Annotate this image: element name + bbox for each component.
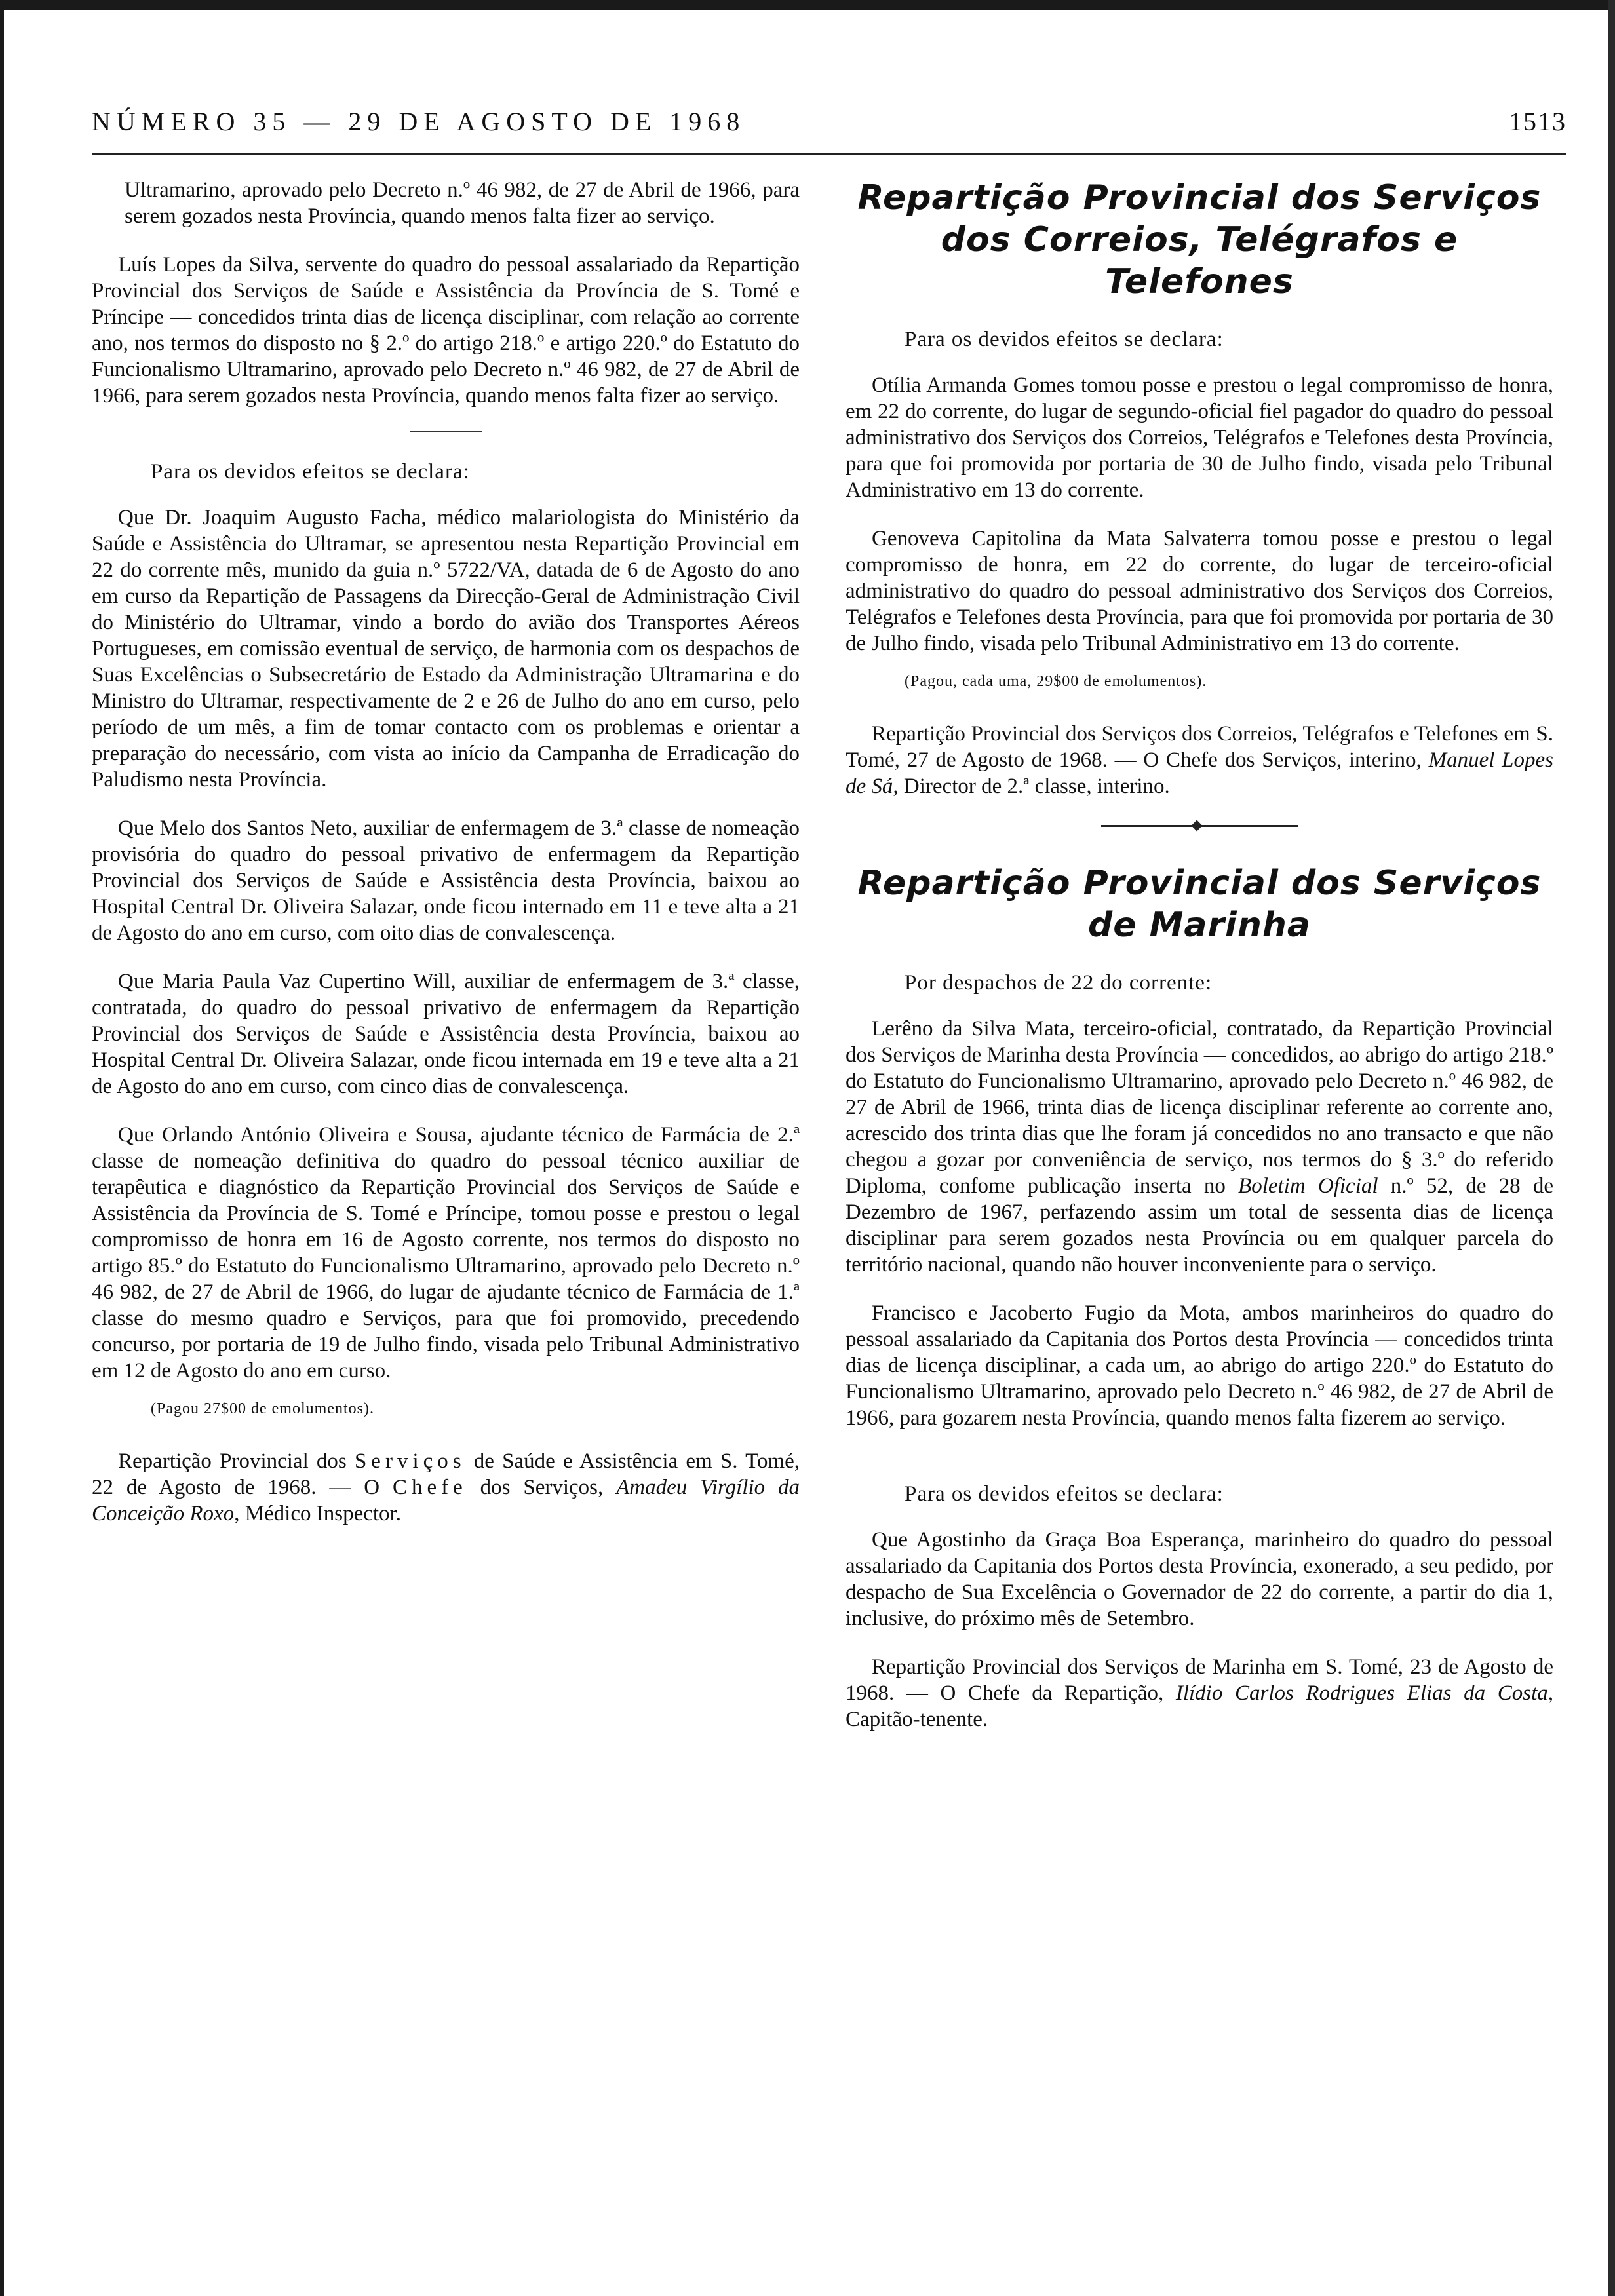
declaration-heading: Para os devidos efeitos se declara: [905, 1482, 1224, 1506]
signature-text: de Saúde e Assistência em S. Tomé, 22 de Agosto de 1968. — O [92, 1449, 800, 1499]
fee-note: (Pagou, cada uma, 29$00 de emolumentos). [905, 673, 1207, 690]
declaration-heading: Para os devidos efeitos se declara: [151, 460, 470, 484]
section-heading-marinha: Repartição Provincial dos Serviços de Marinha [857, 864, 1542, 945]
scan-left-edge [0, 0, 4, 2296]
paragraph: Genoveva Capitolina da Mata Salvaterra tomou posse e prestou o legal compromisso de honra, em 22 do corrente, do lugar de terceiro-oficial administrativo do quadro do pessoal administrativo dos Serviços dos Correios, Telégrafos e Telefones desta Província, para que foi promovida por portaria de 30 de Julho findo, visada pelo Tribunal Administrativo em 13 do corrente. [846, 527, 1553, 655]
signature-text: , Director de 2.ª classe, interino. [893, 775, 1170, 798]
header-divider [92, 153, 1566, 155]
signatory-name: Amadeu Virgílio da Conceição Roxo [92, 1476, 800, 1525]
ornament-diamond [1192, 820, 1203, 832]
signature-text: Repartição Provincial dos [118, 1449, 347, 1473]
signature-text: Repartição Provincial dos Serviços de Marinha em S. Tomé, 23 de Agosto de 1968. — O Chefe da Repartição, [846, 1655, 1553, 1705]
paragraph [846, 1016, 1553, 1278]
paragraph: Que Agostinho da Graça Boa Esperança, marinheiro do quadro do pessoal assalariado da Capitania dos Portos desta Província, exonerado, a seu pedido, por despacho de Sua Excelência o Governador de 22 do corrente, a partir do dia 1, inclusive, do próximo mês de Setembro. [846, 1528, 1553, 1630]
paragraph: Luís Lopes da Silva, servente do quadro do pessoal assalariado da Repartição Provincial dos Serviços de Saúde e Assistência da Província de S. Tomé e Príncipe — concedidos trinta dias de licença disciplinar, com relação ao corrente ano, nos termos do disposto no § 2.º do artigo 218.º e artigo 220.º do Estatuto do Funcionalismo Ultramarino, aprovado pelo Decreto n.º 46 982, de 27 de Abril de 1966, para serem gozados nesta Província, quando menos falta fizer ao serviço. [92, 253, 800, 408]
signature-text: Chefe [392, 1476, 467, 1499]
paragraph: Que Melo dos Santos Neto, auxiliar de enfermagem de 3.ª classe de nomeação provisória do quadro do pessoal privativo de enfermagem da Repartição Provincial dos Serviços de Saúde e Assistência desta Província, baixou ao Hospital Central Dr. Oliveira Salazar, onde ficou internado em 11 e teve alta a 21 de Agosto do ano em curso, com oito dias de convalescença. [92, 816, 800, 945]
section-divider [410, 431, 482, 432]
paragraph: Que Maria Paula Vaz Cupertino Will, auxiliar de enfermagem de 3.ª classe, contratada, do quadro do pessoal privativo de enfermagem da Repartição Provincial dos Serviços de Saúde e Assistência desta Província, baixou ao Hospital Central Dr. Oliveira Salazar, onde ficou internada em 19 e teve alta a 21 de Agosto do ano em curso, com cinco dias de convalescença. [92, 970, 800, 1098]
signature-block [92, 1448, 800, 1527]
section-heading-correios: Repartição Provincial dos Serviços dos Correios, Telégrafos e Telefones [857, 178, 1542, 301]
signature-text: Repartição Provincial dos Serviços dos Correios, Telégrafos e Telefones em S. Tomé, 27 de Agosto de 1968. — O Chefe dos Serviços, interino, [846, 722, 1553, 772]
despachos-heading: Por despachos de 22 do corrente: [905, 971, 1213, 995]
signature-text: dos Serviços, [480, 1476, 604, 1499]
fee-note: (Pagou 27$00 de emolumentos). [151, 1400, 374, 1417]
signature-text: , Médico Inspector. [234, 1502, 401, 1525]
section-ornament [1101, 822, 1298, 830]
issue-title: NÚMERO 35 — 29 DE AGOSTO DE 1968 [92, 107, 746, 136]
paragraph-text: Lerêno da Silva Mata, terceiro-oficial, contratado, da Repartição Provincial dos Serviços de Marinha desta Província — concedidos, ao abrigo do artigo 218.º do Estatuto do Funcionalismo Ultramarino, aprovado pelo Decreto n.º 46 982, de 27 de Abril de 1966, trinta dias de licença disciplinar referente ao corrente ano, acrescido dos trinta dias que lhe foram já concedidos no ano transacto e que não chegou a gozar por conveniência de serviço, nos termos do § 3.º do referido Diploma, confome publicação inserta no [846, 1017, 1553, 1198]
scan-top-edge [0, 0, 1615, 10]
paragraph: Que Dr. Joaquim Augusto Facha, médico malariologista do Ministério da Saúde e Assistência do Ultramar, se apresentou nesta Repartição Provincial em 22 do corrente mês, munido da guia n.º 5722/VA, datada de 6 de Agosto do ano em curso da Repartição de Passagens da Direcção-Geral de Administração Civil do Ministério do Ultramar, vindo a bordo do avião dos Transportes Aéreos Portugueses, em comissão eventual de serviço, de harmonia com os despachos de Suas Excelências o Subsecretário de Estado da Administração Ultramarina e do Ministro do Ultramar, respectivamente de 2 e 26 de Julho do ano em curso, pelo período de um mês, a fim de tomar contacto com os problemas e orientar a preparação do necessário, com vista ao início da Campanha de Erradicação do Paludismo nesta Província. [92, 506, 800, 792]
paragraph: Francisco e Jacoberto Fugio da Mota, ambos marinheiros do quadro do pessoal assalariado da Capitania dos Portos desta Província — concedidos trinta dias de licença disciplinar, a cada um, ao abrigo do artigo 220.º do Estatuto do Funcionalismo Ultramarino, aprovado pelo Decreto n.º 46 982, de 27 de Abril de 1966, para gozarem nesta Província, quando menos falta fizerem ao serviço. [846, 1301, 1553, 1430]
page-header [92, 98, 1566, 144]
signature-block [846, 721, 1553, 799]
signature-block [846, 1654, 1553, 1732]
paragraph: Ultramarino, aprovado pelo Decreto n.º 46 982, de 27 de Abril de 1966, para serem gozados nesta Província, quando menos falta fizer ao serviço. [125, 178, 800, 228]
publication-name: Boletim Oficial [1238, 1174, 1378, 1198]
signature-text: Serviços [354, 1449, 466, 1473]
signatory-name: Manuel Lopes de Sá [846, 748, 1554, 798]
signature-text: , Capitão-tenente. [846, 1681, 1554, 1731]
paragraph-text: n.º 52, de 28 de Dezembro de 1967, perfazendo assim um total de sessenta dias de licença disciplinar para serem gozados nesta Província ou em qualquer parcela do território nacional, quando não houver inconveniente para o serviço. [846, 1174, 1554, 1276]
page-number: 1513 [1509, 107, 1566, 136]
paragraph: Que Orlando António Oliveira e Sousa, ajudante técnico de Farmácia de 2.ª classe de nomeação definitiva do quadro do pessoal técnico auxiliar de terapêutica e diagnóstico da Repartição Provincial dos Serviços de Saúde e Assistência da Província de S. Tomé e Príncipe, tomou posse e prestou o legal compromisso de honra em 16 de Agosto corrente, nos termos do disposto no artigo 85.º do Estatuto do Funcionalismo Ultramarino, aprovado pelo Decreto n.º 46 982, de 27 de Abril de 1966, do lugar de ajudante técnico de Farmácia de 1.ª classe do mesmo quadro e Serviços, para que foi promovido, precedendo concurso, por portaria de 19 de Julho findo, visada pelo Tribunal Administrativo em 12 de Agosto do ano em curso. [92, 1123, 800, 1383]
paragraph: Otília Armanda Gomes tomou posse e prestou o legal compromisso de honra, em 22 do corrente, do lugar de segundo-oficial fiel pagador do quadro do pessoal administrativo dos Serviços dos Correios, Telégrafos e Telefones desta Província, para que foi promovida por portaria de 30 de Julho findo, visada pelo Tribunal Administrativo em 13 do corrente. [846, 373, 1553, 502]
signatory-name: Ilídio Carlos Rodrigues Elias da Costa [1175, 1681, 1548, 1705]
left-column [92, 177, 800, 1549]
right-column [846, 177, 1553, 1755]
scan-right-edge [1608, 0, 1615, 2296]
declaration-heading: Para os devidos efeitos se declara: [905, 328, 1224, 351]
